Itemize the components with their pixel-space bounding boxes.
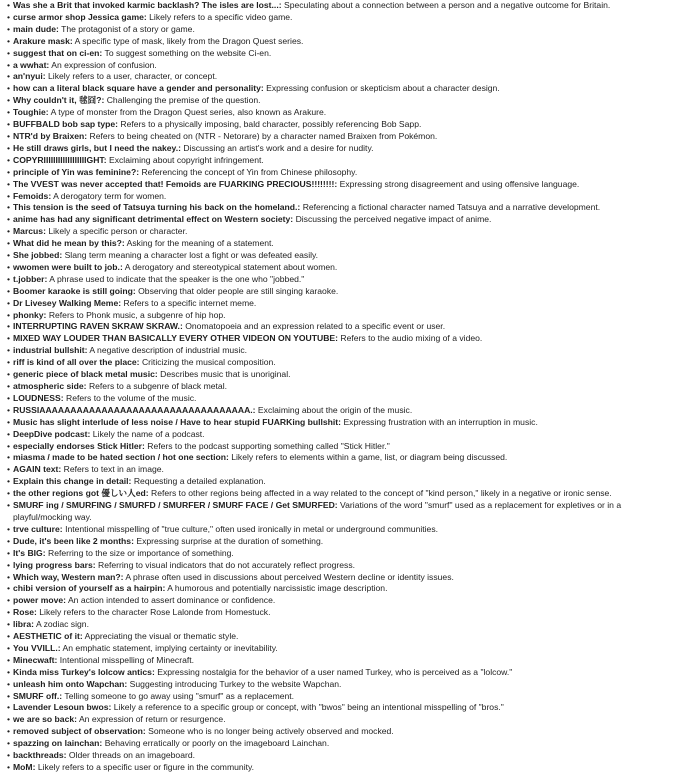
bullet-point: • [7, 154, 11, 165]
glossary-term: AESTHETIC of it: [13, 631, 83, 642]
bullet-point: • [7, 440, 11, 451]
glossary-definition: Variations of the word "smurf" used as a replacement for expletives or in a playful/mocking way. [13, 500, 622, 522]
bullet-point: • [7, 500, 11, 511]
glossary-term: suggest that on ci-en: [13, 47, 103, 58]
glossary-term: RUSSIAAAAAAAAAAAAAAAAAAAAAAAAAAAAAAAAAA.: [13, 404, 256, 415]
glossary-term: He still draws girls, but I need the nakey.: [13, 142, 181, 153]
glossary-entry [7, 0, 668, 12]
glossary-term: You VVILL.: [13, 642, 61, 653]
glossary-entry [7, 298, 668, 310]
glossary-term: BUFFBALD bob sap type: [13, 119, 119, 130]
glossary-term: lying progress bars: [13, 559, 96, 570]
glossary-term: SMURF off.: [13, 690, 63, 701]
glossary-entry [7, 36, 668, 48]
glossary-definition: Appreciating the visual or thematic style. [84, 631, 239, 642]
bullet-point: • [7, 631, 11, 642]
glossary-definition: Telling someone to go away using "smurf" as a replacement. [64, 690, 295, 701]
glossary-term: COPYRIIIIIIIIIIIIIIIIIIGHT: [13, 154, 107, 165]
bullet-point: • [7, 702, 11, 713]
glossary-definition: A phrase used to indicate that the speaker is the one who "jobbed." [49, 273, 305, 284]
glossary-entry [7, 345, 668, 357]
glossary-term: Dr Livesey Walking Meme: [13, 297, 122, 308]
glossary-term: curse armor shop Jessica game: [13, 11, 147, 22]
glossary-entry [7, 762, 668, 774]
glossary-definition: Slang term meaning a character lost a fight or was defeated easily. [64, 250, 319, 261]
glossary-entry [7, 119, 668, 131]
glossary-definition: Requesting a detailed explanation. [133, 476, 266, 487]
glossary-entry [7, 726, 668, 738]
bullet-point: • [7, 345, 11, 356]
bullet-point: • [7, 392, 11, 403]
bullet-point: • [7, 11, 11, 22]
glossary-entry [7, 691, 668, 703]
glossary-entry [7, 619, 668, 631]
glossary-term: The VVEST was never accepted that! Femoids are FUARKING PRECIOUS!!!!!!!!: [13, 178, 338, 189]
glossary-term: MoM: [13, 762, 36, 772]
bullet-point: • [7, 559, 11, 570]
bullet-point: • [7, 297, 11, 308]
glossary-definition: Likely refers to elements within a game, list, or diagram being discussed. [231, 452, 508, 463]
glossary-term: spazzing on lainchan: [13, 738, 103, 749]
glossary-term: Why couldn't it, 毬囧?: [13, 95, 105, 106]
glossary-term: Lavender Lesoun bwos: [13, 702, 112, 713]
glossary-entry [7, 524, 668, 536]
glossary-definition: Refers to other regions being affected in a way related to the concept of "kind person," likely in a negative or ironic sense. [150, 488, 612, 499]
glossary-term: principle of Yin was feminine?: [13, 166, 140, 177]
bullet-point: • [7, 23, 11, 34]
bullet-point: • [7, 476, 11, 487]
glossary-definition: Expressing frustration with an interruption in music. [343, 416, 538, 427]
glossary-term: trve culture: [13, 523, 63, 534]
glossary-term: how can a literal black square have a gender and personality: [13, 83, 264, 94]
glossary-definition: Describes music that is unoriginal. [160, 369, 291, 380]
glossary-term: main dude: [13, 23, 59, 34]
glossary-definition: Criticizing the musical composition. [141, 357, 276, 368]
bullet-point: • [7, 357, 11, 368]
bullet-point: • [7, 238, 11, 249]
glossary-term: Femoids: [13, 190, 52, 201]
bullet-point: • [7, 488, 11, 499]
glossary-entry [7, 655, 668, 667]
glossary-definition: To suggest something on the website Ci-en. [104, 47, 272, 58]
glossary-term: unleash him onto Wapchan: [13, 678, 128, 689]
glossary-definition: An expression of return or resurgence. [78, 714, 226, 725]
bullet-point: • [7, 595, 11, 606]
glossary-term: SMURF ing / SMURFING / SMURFD / SMURFER / SMURF FACE / Get SMURFED: [13, 500, 338, 511]
glossary-entry [7, 310, 668, 322]
bullet-point: • [7, 119, 11, 130]
bullet-point: • [7, 535, 11, 546]
glossary-term: MIXED WAY LOUDER THAN BASICALLY EVERY OTHER VIDEON ON YOUTUBE: [13, 333, 339, 344]
glossary-definition: Expressing strong disagreement and using offensive language. [339, 178, 580, 189]
glossary-definition: Challenging the premise of the question. [106, 95, 261, 106]
glossary-entry [7, 60, 668, 72]
glossary-term: an'nyui: [13, 71, 46, 82]
bullet-point: • [7, 261, 11, 272]
bullet-point: • [7, 452, 11, 463]
glossary-term: wwomen were built to job.: [13, 261, 123, 272]
glossary-definition: The protagonist of a story or game. [61, 23, 195, 34]
glossary-entry [7, 452, 668, 464]
glossary-term: backthreads: [13, 750, 67, 761]
bullet-point: • [7, 738, 11, 749]
glossary-term: generic piece of black metal music: [13, 369, 158, 380]
glossary-definition: A derogatory term for women. [53, 190, 167, 201]
glossary-definition: Discussing an artist's work and a desire for nudity. [183, 142, 374, 153]
glossary-entry [7, 679, 668, 691]
glossary-term: AGAIN text: [13, 464, 62, 475]
glossary-definition: Behaving erratically or poorly on the imageboard Lainchan. [104, 738, 330, 749]
glossary-definition: Likely the name of a podcast. [92, 428, 205, 439]
glossary-definition: Referring to the size or importance of something. [48, 547, 234, 558]
glossary-entry [7, 548, 668, 560]
glossary-definition: Refers to the podcast supporting something called "Stick Hitler." [147, 440, 390, 451]
glossary-term: especially endorses Stick Hitler: [13, 440, 145, 451]
glossary-term: Minecwaft: [13, 654, 58, 665]
glossary-definition: Referring to visual indicators that do not accurately reflect progress. [98, 559, 355, 570]
bullet-point: • [7, 285, 11, 296]
glossary-entry [7, 441, 668, 453]
glossary-definition: Discussing the perceived negative impact of anime. [295, 214, 492, 225]
glossary-entry [7, 393, 668, 405]
glossary-entry [7, 95, 668, 107]
bullet-point: • [7, 726, 11, 737]
glossary-entry [7, 464, 668, 476]
glossary-entry [7, 631, 668, 643]
bullet-point: • [7, 95, 11, 106]
glossary-term: Was she a Brit that invoked karmic backlash? The isles are lost...: [13, 0, 282, 10]
glossary-definition: A derogatory and stereotypical statement about women. [124, 261, 338, 272]
glossary-term: industrial bullshit: [13, 345, 88, 356]
glossary-term: miasma / made to be hated section / hot one section: [13, 452, 229, 463]
glossary-entry [7, 202, 668, 214]
glossary-term: we are so back: [13, 714, 78, 725]
bullet-point: • [7, 416, 11, 427]
glossary-definition: Speculating about a connection between a person and a negative outcome for Britain. [283, 0, 611, 10]
bullet-point: • [7, 273, 11, 284]
bullet-point: • [7, 71, 11, 82]
glossary-definition: Likely a reference to a specific group or concept, with "bwos" being an intentional misspelling of "bros." [113, 702, 504, 713]
bullet-point: • [7, 762, 11, 772]
glossary-term: phonky: [13, 309, 47, 320]
glossary-entry [7, 476, 668, 488]
glossary-entry [7, 667, 668, 679]
glossary-entry [7, 167, 668, 179]
glossary-definition: Expressing nostalgia for the behavior of a user named Turkey, who is perceived as a "lolcow." [157, 666, 513, 677]
bullet-point: • [7, 35, 11, 46]
glossary-term: It's BIG: [13, 547, 46, 558]
glossary-definition: Refers to the volume of the music. [66, 392, 197, 403]
glossary-term: power move: [13, 595, 67, 606]
glossary-entry [7, 643, 668, 655]
glossary-entry [7, 107, 668, 119]
glossary-term: Kinda miss Turkey's lolcow antics: [13, 666, 155, 677]
glossary-entry [7, 155, 668, 167]
bullet-point: • [7, 321, 11, 332]
glossary-definition: Likely refers to a specific video game. [149, 11, 293, 22]
bullet-point: • [7, 428, 11, 439]
glossary-entry [7, 607, 668, 619]
bullet-point: • [7, 654, 11, 665]
bullet-point: • [7, 226, 11, 237]
glossary-term: DeepDive podcast: [13, 428, 91, 439]
glossary-entry [7, 750, 668, 762]
bullet-point: • [7, 47, 11, 58]
glossary-term: NTR'd by Braixen: [13, 130, 88, 141]
glossary-definition: An emphatic statement, implying certainty or inevitability. [62, 642, 278, 653]
glossary-term: libra: [13, 619, 35, 630]
glossary-term: a wwhat: [13, 59, 50, 70]
glossary-definition: Likely refers to the character Rose Lalonde from Homestuck. [39, 607, 271, 618]
glossary-entry [7, 274, 668, 286]
bullet-point: • [7, 607, 11, 618]
glossary-definition: A zodiac sign. [35, 619, 89, 630]
glossary-term: What did he mean by this?: [13, 238, 125, 249]
glossary-term: Explain this change in detail: [13, 476, 132, 487]
glossary-definition: Observing that older people are still singing karaoke. [138, 285, 339, 296]
glossary-entry [7, 560, 668, 572]
glossary-definition: Onomatopoeia and an expression related to a specific event or user. [185, 321, 446, 332]
glossary-entry [7, 417, 668, 429]
glossary-definition: A negative description of industrial music. [89, 345, 248, 356]
glossary-entry [7, 429, 668, 441]
glossary-definition: Referencing the concept of Yin from Chinese philosophy. [141, 166, 358, 177]
glossary-entry [7, 250, 668, 262]
bullet-point: • [7, 678, 11, 689]
glossary-entry [7, 48, 668, 60]
glossary-definition: Refers to a specific internet meme. [123, 297, 257, 308]
glossary-definition: Referencing a fictional character named Tatsuya and a narrative development. [302, 202, 601, 213]
glossary-definition: A specific type of mask, likely from the Dragon Quest series. [74, 35, 304, 46]
bullet-point: • [7, 619, 11, 630]
bullet-point: • [7, 464, 11, 475]
bullet-point: • [7, 666, 11, 677]
bullet-point: • [7, 142, 11, 153]
glossary-definition: Likely a specific person or character. [48, 226, 188, 237]
glossary-definition: Asking for the meaning of a statement. [126, 238, 274, 249]
glossary-entry [7, 714, 668, 726]
glossary-entry [7, 286, 668, 298]
bullet-point: • [7, 59, 11, 70]
glossary-entry [7, 143, 668, 155]
glossary-term: This tension is the seed of Tatsuya turning his back on the homeland.: [13, 202, 301, 213]
glossary-term: Boomer karaoke is still going: [13, 285, 136, 296]
bullet-point: • [7, 404, 11, 415]
glossary-definition: Likely refers to a user, character, or concept. [48, 71, 218, 82]
bullet-point: • [7, 571, 11, 582]
glossary-entry [7, 405, 668, 417]
bullet-point: • [7, 0, 11, 10]
glossary-entry [7, 71, 668, 83]
glossary-entry [7, 333, 668, 345]
bullet-point: • [7, 178, 11, 189]
glossary-definition: Older threads on an imageboard. [68, 750, 196, 761]
glossary-definition: Refers to being cheated on (NTR - Netorare) by a character named Braixen from Pokémon. [89, 130, 438, 141]
glossary-term: LOUDNESS: [13, 392, 64, 403]
glossary-definition: Intentional misspelling of "true culture," often used ironically in metal or underground communities. [65, 523, 439, 534]
glossary-term: anime has had any significant detrimental effect on Western society: [13, 214, 294, 225]
bullet-point: • [7, 714, 11, 725]
glossary-definition: A phrase often used in discussions about perceived Western decline or identity issues. [125, 571, 454, 582]
bullet-point: • [7, 107, 11, 118]
glossary-definition: Intentional misspelling of Minecraft. [59, 654, 195, 665]
glossary-term: atmospheric side: [13, 381, 87, 391]
bullet-point: • [7, 523, 11, 534]
glossary-definition: Likely refers to a specific user or figure in the community. [37, 762, 255, 772]
glossary-entry [7, 179, 668, 191]
glossary-definition: Expressing confusion or skepticism about a character design. [266, 83, 500, 94]
bullet-point: • [7, 333, 11, 344]
glossary-definition: Refers to a subgenre of black metal. [88, 381, 227, 391]
glossary-entry [7, 214, 668, 226]
glossary-entry [7, 738, 668, 750]
glossary-definition: A type of monster from the Dragon Quest series, also known as Arakure. [50, 107, 327, 118]
glossary-term: the other regions got 優しい人ed: [13, 488, 149, 499]
glossary-entry [7, 262, 668, 274]
bullet-point: • [7, 642, 11, 653]
bullet-point: • [7, 166, 11, 177]
glossary-term: Toughie: [13, 107, 49, 118]
glossary-term: Arakure mask: [13, 35, 73, 46]
glossary-term: chibi version of yourself as a hairpin: [13, 583, 166, 594]
bullet-point: • [7, 202, 11, 213]
glossary-definition: Refers to text in an image. [63, 464, 164, 475]
bullet-point: • [7, 583, 11, 594]
glossary-entry [7, 357, 668, 369]
bullet-point: • [7, 250, 11, 261]
bullet-point: • [7, 369, 11, 380]
glossary-term: INTERRUPTING RAVEN SKRAW SKRAW.: [13, 321, 183, 332]
glossary-term: Rose: [13, 607, 37, 618]
glossary-term: Marcus: [13, 226, 46, 237]
glossary-entry [7, 572, 668, 584]
glossary-term: She jobbed: [13, 250, 63, 261]
glossary-entry [7, 702, 668, 714]
glossary-entry [7, 24, 668, 36]
glossary-entry [7, 488, 668, 500]
glossary-definition: Someone who is no longer being actively observed and mocked. [148, 726, 394, 737]
glossary-entry [7, 83, 668, 95]
glossary-definition: Refers to a physically imposing, bald character, possibly referencing Bob Sapp. [120, 119, 422, 130]
bullet-point: • [7, 381, 11, 391]
glossary-term: t.jobber: [13, 273, 48, 284]
bullet-point: • [7, 750, 11, 761]
glossary-definition: Refers to the audio mixing of a video. [340, 333, 483, 344]
bullet-point: • [7, 547, 11, 558]
glossary-entry [7, 226, 668, 238]
glossary-definition: An expression of confusion. [51, 59, 157, 70]
glossary-entry [7, 321, 668, 333]
bullet-point: • [7, 130, 11, 141]
glossary-definition: Suggesting introducing Turkey to the website Wapchan. [129, 678, 342, 689]
glossary-definition: Exclaiming about copyright infringement. [108, 154, 264, 165]
glossary-term: Music has slight interlude of less noise / Have to hear stupid FUARKing bullshit: [13, 416, 342, 427]
glossary-entry [7, 12, 668, 24]
glossary-term: Which way, Western man?: [13, 571, 124, 582]
glossary-entry [7, 381, 668, 393]
bullet-point: • [7, 190, 11, 201]
glossary-term: removed subject of observation: [13, 726, 146, 737]
glossary-term: riff is kind of all over the place: [13, 357, 140, 368]
glossary-definition: An action intended to assert dominance or confidence. [67, 595, 276, 606]
glossary-entry [7, 131, 668, 143]
bullet-point: • [7, 690, 11, 701]
bullet-point: • [7, 309, 11, 320]
glossary-entry [7, 369, 668, 381]
glossary-entry [7, 191, 668, 203]
glossary-definition: A humorous and potentially narcissistic image description. [167, 583, 388, 594]
glossary-entry [7, 583, 668, 595]
glossary-entry [7, 500, 668, 524]
glossary-term: Dude, it's been like 2 months: [13, 535, 134, 546]
glossary-entry [7, 238, 668, 250]
glossary-definition: Expressing surprise at the duration of something. [136, 535, 324, 546]
bullet-point: • [7, 83, 11, 94]
glossary-definition: Refers to Phonk music, a subgenre of hip hop. [48, 309, 226, 320]
glossary-definition: Exclaiming about the origin of the music. [257, 404, 413, 415]
glossary-entry [7, 536, 668, 548]
bullet-point: • [7, 214, 11, 225]
glossary-entry [7, 595, 668, 607]
